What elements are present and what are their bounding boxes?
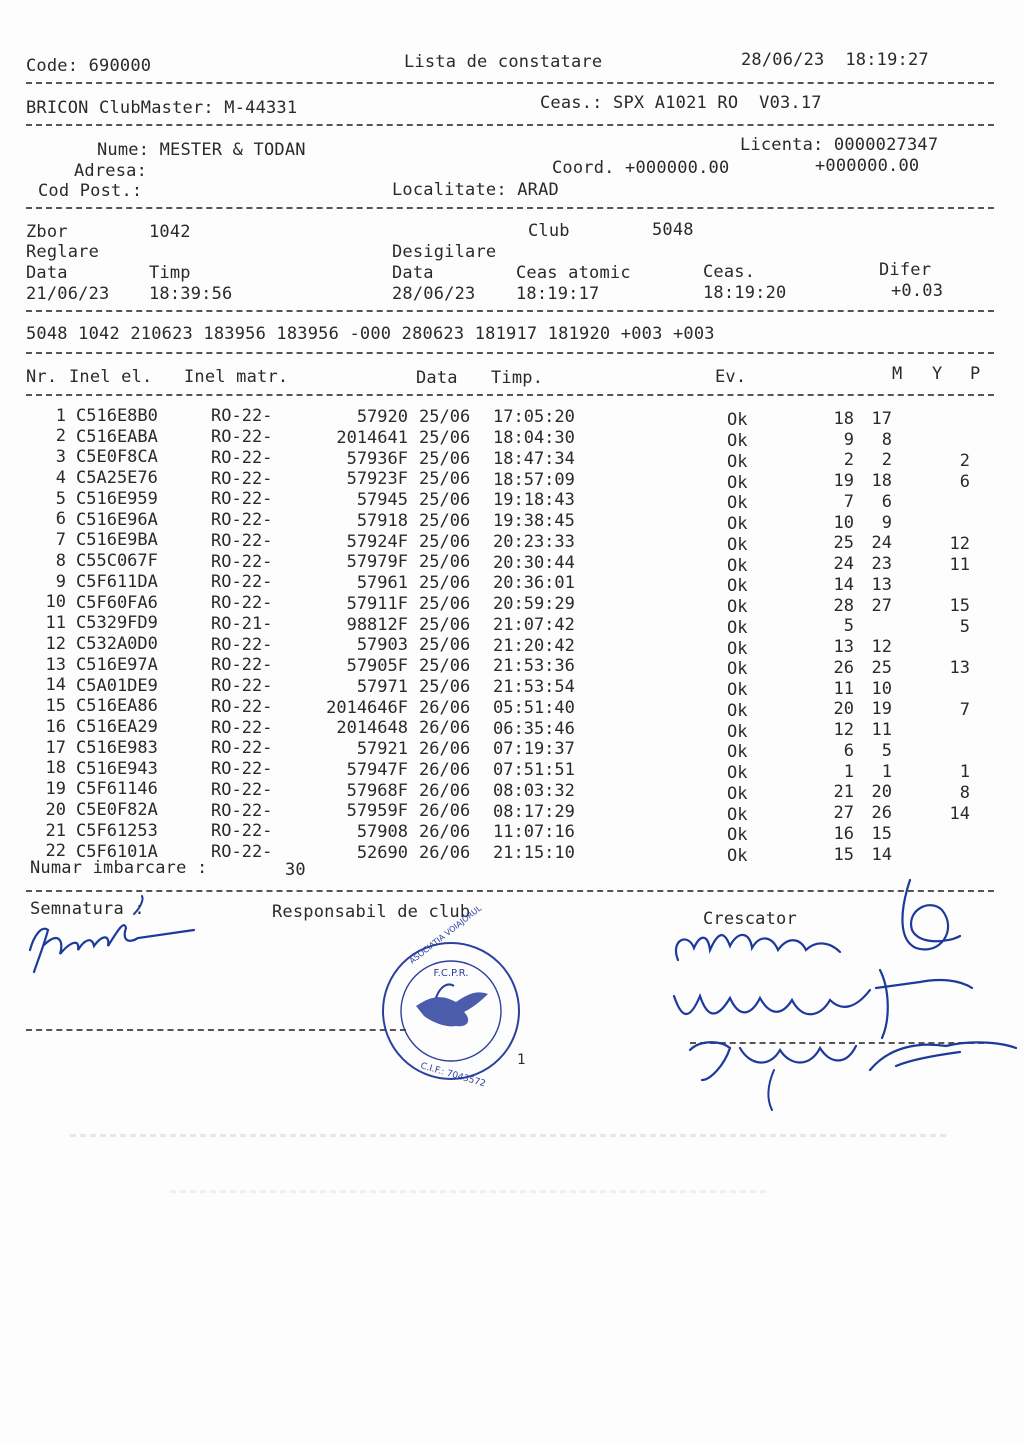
setting-time-label: Timp bbox=[149, 263, 191, 283]
table-row bbox=[0, 781, 1024, 802]
cell-m: 24 bbox=[833, 554, 854, 575]
cell-ring-prefix: RO-22- bbox=[211, 779, 273, 800]
cell-number: 13 bbox=[45, 654, 66, 675]
divider bbox=[26, 82, 994, 84]
cell-ring-number: 57920 bbox=[356, 407, 408, 428]
cell-number: 12 bbox=[45, 633, 66, 654]
cell-number: 20 bbox=[45, 799, 66, 820]
cell-number: 7 bbox=[55, 530, 66, 551]
cell-m: 20 bbox=[833, 699, 854, 720]
cell-date: 25/06 bbox=[419, 427, 471, 448]
cell-event: Ok bbox=[727, 680, 748, 701]
cell-p: 14 bbox=[949, 803, 970, 824]
divider bbox=[26, 124, 994, 126]
cell-number: 17 bbox=[45, 737, 66, 758]
cell-electronic-ring: C5A25E76 bbox=[76, 468, 158, 489]
cell-number: 16 bbox=[45, 716, 66, 737]
cell-ring-number: 57924F bbox=[346, 531, 408, 552]
cell-m: 5 bbox=[843, 616, 854, 637]
cell-event: Ok bbox=[727, 659, 748, 680]
svg-text:F.C.P.R.: F.C.P.R. bbox=[433, 968, 469, 979]
cell-m: 16 bbox=[833, 823, 854, 844]
cell-electronic-ring: C5F60FA6 bbox=[76, 592, 158, 613]
cell-date: 25/06 bbox=[419, 614, 471, 635]
cell-event: Ok bbox=[727, 783, 748, 804]
cell-ring-number: 98812F bbox=[346, 614, 408, 635]
cell-p: 8 bbox=[959, 782, 970, 803]
table-row bbox=[0, 758, 1024, 784]
cell-ring-prefix: RO-22- bbox=[211, 717, 273, 738]
cell-electronic-ring: C516E943 bbox=[76, 758, 158, 779]
cell-event: Ok bbox=[727, 617, 748, 638]
cell-ring-prefix: RO-22- bbox=[211, 510, 273, 531]
cell-time: 21:15:10 bbox=[493, 843, 575, 864]
cell-m: 1 bbox=[843, 761, 854, 782]
clock-model: Ceas.: SPX A1021 RO V03.17 bbox=[540, 93, 822, 113]
cell-p: 13 bbox=[949, 658, 970, 679]
cell-m: 10 bbox=[833, 512, 854, 533]
table-row bbox=[0, 467, 1024, 493]
cell-ring-prefix: RO-22- bbox=[211, 634, 273, 655]
cell-time: 17:05:20 bbox=[493, 407, 575, 428]
cell-m: 25 bbox=[833, 533, 854, 554]
cell-time: 19:38:45 bbox=[493, 511, 575, 532]
svg-text:C.I.F.: 7043572: C.I.F.: 7043572 bbox=[419, 1061, 487, 1090]
table-row bbox=[0, 488, 1024, 514]
time-difference: +0.03 bbox=[891, 281, 944, 301]
cell-ring-prefix: RO-22- bbox=[211, 759, 273, 780]
cell-date: 25/06 bbox=[419, 552, 471, 573]
cell-date: 26/06 bbox=[419, 780, 471, 801]
divider bbox=[26, 1029, 406, 1031]
cell-ring-number: 57947F bbox=[346, 759, 408, 780]
print-datetime: 28/06/23 18:19:27 bbox=[741, 50, 929, 70]
cell-m: 14 bbox=[833, 574, 854, 595]
cell-ring-number: 57923F bbox=[346, 469, 408, 490]
cell-y: 23 bbox=[871, 554, 892, 575]
column-header-date: Data bbox=[416, 368, 458, 388]
cell-number: 14 bbox=[45, 675, 66, 696]
cell-ring-number: 57959F bbox=[346, 801, 408, 822]
cell-date: 25/06 bbox=[419, 510, 471, 531]
cell-ring-number: 57945 bbox=[356, 490, 408, 511]
cell-event: Ok bbox=[727, 472, 748, 493]
table-row bbox=[0, 716, 1024, 742]
cell-electronic-ring: C516EA86 bbox=[76, 696, 158, 717]
unsealing-date: 28/06/23 bbox=[392, 284, 476, 304]
cell-date: 26/06 bbox=[419, 697, 471, 718]
cell-ring-prefix: RO-22- bbox=[211, 593, 273, 614]
cell-event: Ok bbox=[727, 700, 748, 721]
cell-date: 25/06 bbox=[419, 531, 471, 552]
flight-number: 1042 bbox=[149, 222, 191, 242]
cell-m: 28 bbox=[833, 595, 854, 616]
cell-ring-number: 57903 bbox=[356, 635, 408, 656]
breeder-label: Crescator bbox=[703, 909, 797, 929]
cell-event: Ok bbox=[727, 763, 748, 784]
cell-number: 9 bbox=[55, 571, 66, 592]
cell-number: 18 bbox=[45, 758, 66, 779]
cell-ring-prefix: RO-22- bbox=[211, 738, 273, 759]
cell-m: 27 bbox=[833, 803, 854, 824]
cell-event: Ok bbox=[727, 721, 748, 742]
cell-electronic-ring: C516E959 bbox=[76, 488, 158, 509]
cell-ring-number: 2014646F bbox=[326, 697, 408, 718]
scan-artifact bbox=[170, 1190, 770, 1193]
cell-ring-prefix: RO-22- bbox=[211, 551, 273, 572]
table-row bbox=[0, 532, 1024, 553]
cell-p: 12 bbox=[949, 533, 970, 554]
cell-ring-number: 57918 bbox=[356, 510, 408, 531]
association-stamp bbox=[376, 903, 526, 1090]
difference-label: Difer bbox=[879, 260, 932, 280]
table-row bbox=[0, 615, 1024, 636]
cell-time: 05:51:40 bbox=[493, 697, 575, 718]
cell-electronic-ring: C516E96A bbox=[76, 509, 158, 530]
cell-y: 18 bbox=[871, 471, 892, 492]
cell-event: Ok bbox=[727, 514, 748, 535]
cell-time: 07:51:51 bbox=[493, 760, 575, 781]
cell-y: 19 bbox=[871, 699, 892, 720]
svg-text:ASOCIATIA VOIAJORUL: ASOCIATIA VOIAJORUL bbox=[407, 903, 484, 966]
column-header-p: P bbox=[970, 364, 981, 384]
cell-m: 2 bbox=[843, 450, 854, 471]
table-row bbox=[0, 509, 1024, 535]
cell-ring-prefix: RO-22- bbox=[211, 676, 273, 697]
club-label: Club bbox=[528, 221, 570, 241]
column-header-ring-number: Inel matr. bbox=[184, 367, 289, 387]
signature-label: Semnatura : bbox=[30, 899, 145, 919]
cell-ring-prefix: RO-22- bbox=[211, 447, 273, 468]
divider bbox=[26, 310, 994, 312]
cell-m: 15 bbox=[833, 844, 854, 865]
cell-time: 18:57:09 bbox=[493, 469, 575, 490]
cell-number: 3 bbox=[55, 447, 66, 468]
clubmaster-id: BRICON ClubMaster: M-44331 bbox=[26, 98, 298, 118]
cell-number: 5 bbox=[55, 488, 66, 509]
cell-y: 5 bbox=[881, 740, 892, 761]
cell-event: Ok bbox=[727, 451, 748, 472]
column-header-y: Y bbox=[932, 364, 943, 384]
cell-electronic-ring: C5329FD9 bbox=[76, 613, 158, 634]
table-row bbox=[0, 449, 1024, 470]
cell-event: Ok bbox=[727, 597, 748, 618]
cell-date: 26/06 bbox=[419, 822, 471, 843]
cell-y: 20 bbox=[871, 782, 892, 803]
cell-electronic-ring: C55C067F bbox=[76, 551, 158, 572]
divider bbox=[26, 207, 994, 209]
cell-time: 21:53:36 bbox=[493, 656, 575, 677]
coordinates-second: +000000.00 bbox=[815, 156, 920, 176]
table-row bbox=[0, 737, 1024, 763]
cell-time: 20:30:44 bbox=[493, 552, 575, 573]
cell-y: 25 bbox=[871, 657, 892, 678]
atomic-time: 18:19:17 bbox=[516, 284, 600, 304]
cell-m: 26 bbox=[833, 657, 854, 678]
setting-label: Reglare bbox=[26, 242, 100, 262]
cell-y: 9 bbox=[881, 512, 892, 533]
cell-event: Ok bbox=[727, 410, 748, 431]
cell-electronic-ring: C5F6101A bbox=[76, 841, 158, 862]
column-header-electronic-ring: Inel el. bbox=[69, 367, 153, 387]
cell-number: 11 bbox=[45, 613, 66, 634]
column-header-nr: Nr. bbox=[26, 367, 58, 387]
cell-time: 20:36:01 bbox=[493, 573, 575, 594]
table-row bbox=[0, 820, 1024, 846]
cell-event: Ok bbox=[727, 534, 748, 555]
clock-time: 18:19:20 bbox=[703, 283, 787, 303]
table-row bbox=[0, 675, 1024, 701]
cell-ring-prefix: RO-22- bbox=[211, 696, 273, 717]
cell-ring-number: 57905F bbox=[346, 656, 408, 677]
cell-y: 11 bbox=[871, 720, 892, 741]
cell-electronic-ring: C5F61253 bbox=[76, 820, 158, 841]
cell-ring-number: 2014648 bbox=[336, 718, 408, 739]
cell-y: 6 bbox=[881, 491, 892, 512]
cell-m: 19 bbox=[833, 471, 854, 492]
document-title: Lista de constatare bbox=[404, 52, 603, 72]
code-label: Code: 690000 bbox=[26, 56, 152, 76]
club-number: 5048 bbox=[652, 220, 694, 240]
cell-number: 15 bbox=[45, 696, 66, 717]
cell-ring-prefix: RO-22- bbox=[211, 572, 273, 593]
cell-event: Ok bbox=[727, 804, 748, 825]
cell-y: 14 bbox=[871, 844, 892, 865]
cell-number: 10 bbox=[45, 592, 66, 613]
cell-y: 2 bbox=[881, 450, 892, 471]
boarding-count-value: 30 bbox=[285, 860, 306, 880]
cell-ring-prefix: RO-22- bbox=[211, 842, 273, 863]
cell-time: 21:07:42 bbox=[493, 614, 575, 635]
cell-time: 18:47:34 bbox=[493, 448, 575, 469]
table-row bbox=[0, 550, 1024, 576]
table-row bbox=[0, 426, 1024, 452]
cell-electronic-ring: C516E8B0 bbox=[76, 405, 158, 426]
cell-ring-prefix: RO-22- bbox=[211, 800, 273, 821]
cell-event: Ok bbox=[727, 431, 748, 452]
cell-number: 2 bbox=[55, 426, 66, 447]
cell-date: 25/06 bbox=[419, 490, 471, 511]
boarding-count-label: Numar imbarcare : bbox=[30, 858, 208, 878]
cell-p: 1 bbox=[959, 762, 970, 783]
table-row bbox=[0, 571, 1024, 597]
cell-number: 21 bbox=[45, 820, 66, 841]
cell-number: 4 bbox=[55, 467, 66, 488]
cell-m: 21 bbox=[833, 782, 854, 803]
table-row bbox=[0, 799, 1024, 825]
cell-ring-prefix: RO-21- bbox=[211, 613, 273, 634]
cell-date: 25/06 bbox=[419, 407, 471, 428]
divider bbox=[26, 352, 994, 354]
cell-p: 6 bbox=[959, 471, 970, 492]
cell-number: 22 bbox=[45, 841, 66, 862]
cell-electronic-ring: C5E0F8CA bbox=[76, 447, 158, 468]
cell-time: 21:53:54 bbox=[493, 677, 575, 698]
cell-ring-number: 57921 bbox=[356, 739, 408, 760]
cell-date: 25/06 bbox=[419, 656, 471, 677]
cell-m: 9 bbox=[843, 429, 854, 450]
cell-time: 19:18:43 bbox=[493, 490, 575, 511]
cell-time: 08:17:29 bbox=[493, 801, 575, 822]
cell-date: 26/06 bbox=[419, 759, 471, 780]
cell-event: Ok bbox=[727, 576, 748, 597]
cell-m: 7 bbox=[843, 491, 854, 512]
cell-m: 12 bbox=[833, 720, 854, 741]
setting-date: 21/06/23 bbox=[26, 284, 110, 304]
license-number: Licenta: 0000027347 bbox=[740, 135, 939, 155]
cell-date: 25/06 bbox=[419, 593, 471, 614]
cell-event: Ok bbox=[727, 846, 748, 867]
table-row bbox=[0, 405, 1024, 431]
cell-electronic-ring: C516EA29 bbox=[76, 717, 158, 738]
signature-left bbox=[14, 890, 214, 985]
cell-ring-number: 2014641 bbox=[336, 427, 408, 448]
cell-y: 12 bbox=[871, 637, 892, 658]
cell-time: 06:35:46 bbox=[493, 718, 575, 739]
cell-electronic-ring: C516E9BA bbox=[76, 530, 158, 551]
cell-electronic-ring: C5A01DE9 bbox=[76, 675, 158, 696]
cell-p: 7 bbox=[959, 699, 970, 720]
cell-y: 15 bbox=[871, 823, 892, 844]
cell-m: 13 bbox=[833, 637, 854, 658]
cell-date: 26/06 bbox=[419, 842, 471, 863]
cell-y: 17 bbox=[871, 408, 892, 429]
cell-number: 8 bbox=[55, 550, 66, 571]
cell-date: 25/06 bbox=[419, 635, 471, 656]
setting-time: 18:39:56 bbox=[149, 284, 233, 304]
cell-m: 6 bbox=[843, 740, 854, 761]
cell-ring-number: 57908 bbox=[356, 822, 408, 843]
cell-y: 8 bbox=[881, 429, 892, 450]
cell-time: 20:59:29 bbox=[493, 594, 575, 615]
cell-date: 26/06 bbox=[419, 739, 471, 760]
cell-date: 26/06 bbox=[419, 718, 471, 739]
table-row bbox=[0, 592, 1024, 618]
cell-electronic-ring: C5E0F82A bbox=[76, 800, 158, 821]
scan-artifact bbox=[70, 1134, 950, 1137]
cell-event: Ok bbox=[727, 825, 748, 846]
column-header-m: M bbox=[892, 364, 903, 384]
unsealing-label: Desigilare bbox=[392, 242, 497, 262]
cell-electronic-ring: C516E983 bbox=[76, 737, 158, 758]
clock-label: Ceas. bbox=[703, 262, 756, 282]
club-responsible-label: Responsabil de club bbox=[272, 902, 471, 922]
cell-date: 25/06 bbox=[419, 573, 471, 594]
cell-date: 25/06 bbox=[419, 469, 471, 490]
setting-date-label: Data bbox=[26, 263, 68, 283]
cell-electronic-ring: C516E97A bbox=[76, 654, 158, 675]
column-header-event: Ev. bbox=[715, 367, 747, 387]
cell-ring-number: 57979F bbox=[346, 552, 408, 573]
cell-ring-prefix: RO-22- bbox=[211, 821, 273, 842]
cell-time: 18:04:30 bbox=[493, 428, 575, 449]
cell-ring-prefix: RO-22- bbox=[211, 530, 273, 551]
cell-event: Ok bbox=[727, 493, 748, 514]
cell-electronic-ring: C5F61146 bbox=[76, 779, 158, 800]
flight-label: Zbor bbox=[26, 222, 68, 242]
cell-ring-prefix: RO-22- bbox=[211, 406, 273, 427]
cell-y: 1 bbox=[881, 761, 892, 782]
cell-time: 08:03:32 bbox=[493, 780, 575, 801]
cell-event: Ok bbox=[727, 742, 748, 763]
cell-number: 6 bbox=[55, 509, 66, 530]
cell-ring-number: 57971 bbox=[356, 676, 408, 697]
address-label: Adresa: bbox=[74, 161, 148, 181]
cell-ring-prefix: RO-22- bbox=[211, 468, 273, 489]
cell-electronic-ring: C5F611DA bbox=[76, 571, 158, 592]
cell-event: Ok bbox=[727, 638, 748, 659]
cell-y: 13 bbox=[871, 574, 892, 595]
cell-electronic-ring: C532A0D0 bbox=[76, 634, 158, 655]
table-row bbox=[0, 654, 1024, 680]
cell-p: 5 bbox=[959, 616, 970, 637]
cell-ring-number: 57961 bbox=[356, 573, 408, 594]
flight-code-line: 5048 1042 210623 183956 183956 -000 280623 181917 181920 +003 +003 bbox=[26, 324, 715, 344]
cell-p: 11 bbox=[949, 554, 970, 575]
cell-ring-number: 57911F bbox=[346, 593, 408, 614]
cell-ring-prefix: RO-22- bbox=[211, 655, 273, 676]
table-row bbox=[0, 633, 1024, 659]
unsealing-date-label: Data bbox=[392, 263, 434, 283]
cell-m: 18 bbox=[833, 408, 854, 429]
breeder-signatures bbox=[660, 870, 1020, 1120]
cell-date: 26/06 bbox=[419, 801, 471, 822]
page-number: 1 bbox=[517, 1052, 526, 1068]
postal-code-label: Cod Post.: bbox=[38, 181, 143, 201]
cell-date: 25/06 bbox=[419, 448, 471, 469]
coordinates: Coord. +000000.00 bbox=[552, 158, 730, 178]
cell-time: 11:07:16 bbox=[493, 822, 575, 843]
cell-m: 11 bbox=[833, 678, 854, 699]
cell-ring-prefix: RO-22- bbox=[211, 489, 273, 510]
cell-time: 20:23:33 bbox=[493, 531, 575, 552]
column-header-time: Timp. bbox=[491, 368, 544, 388]
cell-ring-number: 52690 bbox=[356, 842, 408, 863]
cell-y: 24 bbox=[871, 533, 892, 554]
cell-ring-number: 57968F bbox=[346, 780, 408, 801]
cell-p: 2 bbox=[959, 450, 970, 471]
cell-time: 21:20:42 bbox=[493, 635, 575, 656]
cell-number: 1 bbox=[55, 405, 66, 426]
owner-name: Nume: MESTER & TODAN bbox=[97, 140, 306, 160]
cell-ring-prefix: RO-22- bbox=[211, 427, 273, 448]
table-row bbox=[0, 698, 1024, 719]
cell-number: 19 bbox=[45, 779, 66, 800]
cell-electronic-ring: C516EABA bbox=[76, 426, 158, 447]
cell-y: 26 bbox=[871, 803, 892, 824]
atomic-clock-label: Ceas atomic bbox=[516, 263, 631, 283]
divider bbox=[26, 394, 994, 396]
cell-y: 10 bbox=[871, 678, 892, 699]
cell-date: 25/06 bbox=[419, 676, 471, 697]
locality: Localitate: ARAD bbox=[392, 180, 559, 200]
cell-event: Ok bbox=[727, 555, 748, 576]
cell-time: 07:19:37 bbox=[493, 739, 575, 760]
cell-p: 15 bbox=[949, 596, 970, 617]
cell-y: 27 bbox=[871, 595, 892, 616]
cell-ring-number: 57936F bbox=[346, 448, 408, 469]
